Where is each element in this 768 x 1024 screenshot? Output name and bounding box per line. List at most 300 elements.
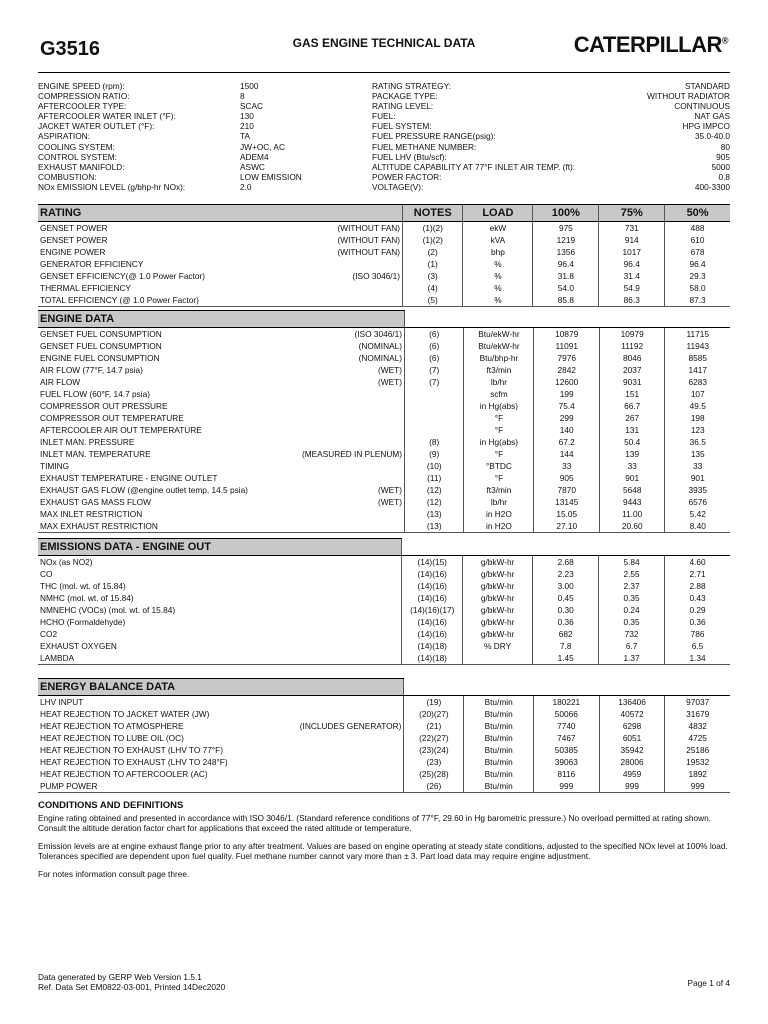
value-100: 144: [534, 448, 600, 460]
row-unit: [463, 652, 533, 665]
footer-reference: Ref. Data Set EM0822-03-001, Printed 14Dec2020: [38, 982, 226, 992]
spec-row: [38, 81, 358, 91]
table-row: [38, 768, 730, 780]
column-header-c50: [665, 539, 730, 556]
row-qualifier: (WET): [378, 496, 402, 507]
spec-label: ASPIRATION:: [38, 131, 90, 142]
section-header-row: [38, 539, 730, 556]
section-header-row: [38, 679, 730, 696]
value-75: 6.7: [599, 640, 665, 652]
row-qualifier: [292, 652, 402, 665]
row-qualifier: [292, 436, 404, 448]
value-100: 7467: [533, 732, 599, 744]
row-unit: %: [463, 282, 533, 294]
row-unit: lb/hr: [464, 376, 534, 388]
table-row: [38, 496, 730, 508]
section-title: ENGINE DATA: [38, 311, 405, 328]
section-title: ENERGY BALANCE DATA: [38, 679, 404, 696]
row-label: COMPRESSOR OUT PRESSURE: [40, 400, 168, 411]
row-label: AIR FLOW (77°F, 14.7 psia): [40, 364, 143, 375]
value-50: 97037: [665, 696, 730, 709]
row-qualifier: [292, 756, 404, 768]
value-50: 1417: [665, 364, 730, 376]
row-notes: [405, 400, 464, 412]
value-75: 5648: [599, 484, 665, 496]
spec-row: [38, 111, 358, 121]
value-75: 50.4: [599, 436, 665, 448]
row-qualifier: [292, 592, 402, 604]
row-qualifier: [292, 556, 402, 569]
row-label: GENSET FUEL CONSUMPTION: [40, 328, 162, 339]
conditions-paragraph-2: Emission levels are at engine exhaust flange prior to any after treatment. Values are based on engine operating at steady state conditions, adjusted to the specified NOx level at 100% load. Tolerances specified are dependent upon fuel quality. Fuel methane number cannot vary more than ± 3. Part load data may require engine adjustment.: [38, 841, 728, 861]
row-label: HEAT REJECTION TO EXHAUST (LHV TO 77°F): [40, 744, 223, 755]
spec-value: 0.8: [718, 171, 730, 182]
row-unit: g/bkW-hr: [463, 616, 533, 628]
spec-row: [38, 131, 358, 141]
row-label: AIR FLOW: [40, 376, 81, 387]
row-notes: (20)(27): [404, 708, 464, 720]
row-notes: (10): [405, 460, 464, 472]
row-qualifier: [292, 640, 402, 652]
row-qualifier: [292, 580, 402, 592]
spec-value: ASWC: [240, 161, 265, 172]
value-100: 1219: [533, 234, 599, 246]
value-50: 6.5: [665, 640, 730, 652]
table-row: [38, 472, 730, 484]
energy-balance-table: [38, 678, 730, 793]
row-qualifier: [292, 460, 404, 472]
section-title: EMISSIONS DATA - ENGINE OUT: [38, 539, 402, 556]
row-unit: Btu/min: [464, 768, 534, 780]
value-75: 6051: [599, 732, 665, 744]
table-row: [38, 520, 730, 533]
spec-label: JACKET WATER OUTLET (°F):: [38, 121, 155, 132]
value-75: 732: [599, 628, 665, 640]
value-100: 2842: [534, 364, 600, 376]
spec-row: [372, 91, 730, 101]
conditions-paragraph-1: Engine rating obtained and presented in accordance with ISO 3046/1. (Standard reference conditions of 77°F, 29.60 in Hg barometric pressure.) No overload permitted at rating shown. Consult the altitude deration factor chart for applications that exceed the rated altitude or temperature.: [38, 813, 711, 833]
spec-column-right: [372, 81, 730, 192]
value-50: 901: [665, 472, 730, 484]
table-row: [38, 744, 730, 756]
row-notes: (22)(27): [404, 732, 464, 744]
value-75: 151: [599, 388, 665, 400]
value-100: 682: [533, 628, 599, 640]
row-qualifier: (WITHOUT FAN): [337, 246, 400, 257]
spec-value: STANDARD: [684, 81, 730, 91]
value-100: 7.8: [533, 640, 599, 652]
row-notes: (8): [405, 436, 464, 448]
row-notes: (14)(16)(17): [402, 604, 463, 616]
row-qualifier: (WITHOUT FAN): [337, 222, 400, 233]
row-qualifier: [292, 508, 404, 520]
row-notes: [405, 388, 464, 400]
row-notes: (1): [403, 258, 463, 270]
spec-value: HPG IMPCO: [682, 121, 730, 132]
value-75: 20.60: [599, 520, 665, 533]
spec-label: EXHAUST MANIFOLD:: [38, 161, 125, 172]
row-notes: (14)(18): [402, 652, 463, 665]
value-75: 11.00: [599, 508, 665, 520]
row-unit: %: [463, 294, 533, 307]
spec-value: WITHOUT RADIATOR: [647, 91, 730, 102]
row-qualifier: (WET): [378, 484, 402, 495]
table-row: [38, 352, 730, 364]
row-label: GENERATOR EFFICIENCY: [40, 258, 144, 269]
row-unit: %: [463, 258, 533, 270]
value-100: 3.00: [533, 580, 599, 592]
spec-value: 35.0-40.0: [694, 131, 730, 142]
column-header-c100: [533, 539, 599, 556]
value-50: 999: [665, 780, 730, 793]
header-rule: [38, 72, 730, 73]
value-50: 36.5: [665, 436, 730, 448]
value-50: 1892: [665, 768, 730, 780]
row-notes: (9): [405, 448, 464, 460]
spec-row: [372, 81, 730, 91]
value-100: 905: [534, 472, 600, 484]
spec-row: [372, 131, 730, 141]
value-50: 0.43: [665, 592, 730, 604]
value-100: 299: [534, 412, 600, 424]
value-50: 5.42: [665, 508, 730, 520]
value-100: 199: [534, 388, 600, 400]
table-row: [38, 448, 730, 460]
value-50: 0.36: [665, 616, 730, 628]
row-notes: (1)(2): [403, 222, 463, 235]
row-notes: (14)(16): [402, 616, 463, 628]
column-header-notes: [405, 311, 464, 328]
value-75: 139: [599, 448, 665, 460]
column-header-notes: [402, 539, 463, 556]
row-notes: (2): [403, 246, 463, 258]
spec-label: FUEL PRESSURE RANGE(psig):: [372, 131, 496, 142]
row-notes: (1)(2): [403, 234, 463, 246]
row-qualifier: [292, 388, 404, 400]
value-50: 4725: [665, 732, 730, 744]
value-50: 786: [665, 628, 730, 640]
value-50: 8.40: [665, 520, 730, 533]
row-notes: [405, 424, 464, 436]
value-75: 136406: [599, 696, 665, 709]
row-notes: (13): [405, 520, 464, 533]
value-50: 87.3: [665, 294, 730, 307]
value-75: 40572: [599, 708, 665, 720]
row-label: GENSET EFFICIENCY(@ 1.0 Power Factor): [40, 270, 206, 281]
value-50: 11715: [665, 328, 730, 341]
row-unit: °F: [464, 472, 534, 484]
row-label: HEAT REJECTION TO AFTERCOOLER (AC): [40, 768, 208, 779]
row-unit: g/bkW-hr: [463, 556, 533, 569]
spec-label: AFTERCOOLER TYPE:: [38, 101, 127, 112]
row-unit: in Hg(abs): [464, 400, 534, 412]
row-unit: ft3/min: [464, 484, 534, 496]
row-notes: (11): [405, 472, 464, 484]
row-unit: Btu/min: [464, 720, 534, 732]
value-75: 31.4: [599, 270, 665, 282]
table-row: [38, 652, 730, 665]
row-notes: (13): [405, 508, 464, 520]
value-75: 8046: [599, 352, 665, 364]
conditions-section: [38, 801, 730, 887]
table-row: [38, 756, 730, 768]
spec-value: 400-3300: [694, 181, 730, 192]
value-100: 1356: [533, 246, 599, 258]
value-75: 35942: [599, 744, 665, 756]
spec-row: [38, 152, 358, 162]
value-100: 13145: [534, 496, 600, 508]
spec-label: RATING LEVEL:: [372, 101, 434, 112]
row-label: GENSET POWER: [40, 222, 108, 233]
value-75: 999: [599, 780, 665, 793]
value-50: 33: [665, 460, 730, 472]
row-qualifier: (NOMINAL): [358, 352, 402, 363]
row-qualifier: (WET): [378, 376, 402, 387]
row-notes: (19): [404, 696, 464, 709]
value-50: 19532: [665, 756, 730, 768]
row-notes: (21): [404, 720, 464, 732]
value-100: 39063: [533, 756, 599, 768]
spec-value: 8: [240, 91, 245, 102]
table-row: [38, 708, 730, 720]
value-75: 0.35: [599, 592, 665, 604]
value-50: 11943: [665, 340, 730, 352]
value-50: 678: [665, 246, 730, 258]
row-label: TOTAL EFFICIENCY (@ 1.0 Power Factor): [38, 294, 291, 307]
row-label: INLET MAN. TEMPERATURE: [40, 448, 151, 459]
row-notes: (14)(15): [402, 556, 463, 569]
value-100: 1.45: [533, 652, 599, 665]
column-header-c100: [533, 679, 599, 696]
row-label: EXHAUST TEMPERATURE - ENGINE OUTLET: [40, 472, 218, 483]
value-75: 0.35: [599, 616, 665, 628]
spec-label: POWER FACTOR:: [372, 171, 442, 182]
emissions-table: [38, 538, 730, 665]
row-notes: (14)(16): [402, 592, 463, 604]
value-100: 8116: [533, 768, 599, 780]
value-100: 0.30: [533, 604, 599, 616]
spec-row: [372, 142, 730, 152]
value-75: 1017: [599, 246, 665, 258]
row-qualifier: [292, 604, 402, 616]
row-notes: (6): [405, 352, 464, 364]
value-75: 6298: [599, 720, 665, 732]
row-notes: (12): [405, 496, 464, 508]
row-unit: kVA: [463, 234, 533, 246]
row-qualifier: (MEASURED IN PLENUM): [301, 448, 402, 459]
row-unit: in H2O: [464, 508, 534, 520]
value-75: 901: [599, 472, 665, 484]
footer-generator: Data generated by GERP Web Version 1.5.1: [38, 972, 202, 982]
section-title: RATING: [38, 205, 403, 222]
value-100: 96.4: [533, 258, 599, 270]
row-unit: ft3/min: [464, 364, 534, 376]
engine-data-table: [38, 310, 730, 533]
spec-label: COMBUSTION:: [38, 171, 97, 182]
row-label: HEAT REJECTION TO JACKET WATER (JW): [40, 708, 210, 719]
value-50: 4.60: [665, 556, 730, 569]
column-header-c75: 75%: [599, 205, 665, 222]
row-label: THERMAL EFFICIENCY: [40, 282, 131, 293]
row-qualifier: [292, 732, 404, 744]
table-row: [38, 294, 730, 307]
column-header-load: [464, 311, 534, 328]
row-label: FUEL FLOW (60°F, 14.7 psia): [40, 388, 150, 399]
table-row: [38, 424, 730, 436]
row-qualifier: [292, 424, 404, 436]
column-header-c75: [599, 311, 665, 328]
value-50: 0.29: [665, 604, 730, 616]
row-unit: Btu/ekW-hr: [464, 328, 534, 341]
spec-label: FUEL:: [372, 111, 396, 122]
row-notes: (5): [403, 294, 463, 307]
spec-value: 5000: [711, 161, 730, 172]
spec-label: FUEL SYSTEM:: [372, 121, 432, 132]
value-100: 10879: [534, 328, 600, 341]
row-label: ENGINE POWER: [40, 246, 106, 257]
row-label: PUMP POWER: [38, 780, 292, 793]
table-row: [38, 484, 730, 496]
row-qualifier: [291, 258, 402, 270]
table-row: [38, 270, 730, 282]
row-qualifier: [292, 568, 402, 580]
row-label: LHV INPUT: [40, 696, 84, 707]
table-row: [38, 234, 730, 246]
row-notes: (7): [405, 364, 464, 376]
page-number: Page 1 of 4: [687, 978, 730, 988]
row-qualifier: [292, 616, 402, 628]
row-unit: %: [463, 270, 533, 282]
column-header-c75: [599, 679, 665, 696]
row-label: COMPRESSOR OUT TEMPERATURE: [40, 412, 184, 423]
row-unit: ekW: [463, 222, 533, 235]
table-row: [38, 696, 730, 709]
row-unit: g/bkW-hr: [463, 592, 533, 604]
value-75: 9443: [599, 496, 665, 508]
spec-value: 905: [716, 151, 730, 162]
table-row: [38, 246, 730, 258]
row-label: AFTERCOOLER AIR OUT TEMPERATURE: [40, 424, 202, 435]
spec-label: FUEL METHANE NUMBER:: [372, 141, 477, 152]
value-75: 2.55: [599, 568, 665, 580]
value-75: 10979: [599, 328, 665, 341]
table-row: [38, 568, 730, 580]
value-50: 6576: [665, 496, 730, 508]
spec-label: RATING STRATEGY:: [372, 81, 451, 91]
value-75: 731: [599, 222, 665, 235]
value-100: 31.8: [533, 270, 599, 282]
value-75: 86.3: [599, 294, 665, 307]
spec-row: [372, 101, 730, 111]
table-row: [38, 732, 730, 744]
row-label: NMHC (mol. wt. of 15.84): [40, 592, 134, 603]
value-50: 31679: [665, 708, 730, 720]
row-label: TIMING: [40, 460, 70, 471]
value-75: 2037: [599, 364, 665, 376]
spec-label: ALTITUDE CAPABILITY AT 77°F INLET AIR TEMP. (ft):: [372, 161, 576, 172]
value-100: 27.10: [534, 520, 600, 533]
spec-value: SCAC: [240, 101, 264, 112]
spec-row: [372, 182, 730, 192]
table-row: [38, 436, 730, 448]
row-qualifier: (ISO 3046/1): [352, 270, 400, 281]
column-header-load: [463, 539, 533, 556]
row-unit: bhp: [463, 246, 533, 258]
value-75: 267: [599, 412, 665, 424]
row-label: GENSET POWER: [40, 234, 108, 245]
row-unit: in Hg(abs): [464, 436, 534, 448]
value-75: 9031: [599, 376, 665, 388]
value-100: 0.36: [533, 616, 599, 628]
value-100: 180221: [533, 696, 599, 709]
spec-value: 1500: [240, 81, 259, 91]
value-100: 2.23: [533, 568, 599, 580]
table-row: [38, 258, 730, 270]
spec-value: LOW EMISSION: [240, 171, 302, 182]
value-50: 2.71: [665, 568, 730, 580]
spec-row: [38, 172, 358, 182]
row-unit: g/bkW-hr: [463, 580, 533, 592]
value-75: 1.37: [599, 652, 665, 665]
table-row: [38, 616, 730, 628]
row-label: HEAT REJECTION TO ATMOSPHERE: [40, 720, 184, 731]
spec-value: TA: [240, 131, 250, 142]
spec-value: CONTINUOUS: [674, 101, 730, 112]
row-label: MAX EXHAUST RESTRICTION: [38, 520, 292, 533]
footer-info: [38, 972, 225, 992]
row-notes: [405, 412, 464, 424]
spec-row: [372, 152, 730, 162]
value-75: 11192: [599, 340, 665, 352]
row-qualifier: [292, 520, 404, 533]
value-75: 54.9: [599, 282, 665, 294]
row-label: ENGINE FUEL CONSUMPTION: [40, 352, 160, 363]
spec-value: 130: [240, 111, 254, 122]
section-header-row: [38, 205, 730, 222]
column-header-notes: NOTES: [403, 205, 463, 222]
table-row: [38, 328, 730, 341]
value-75: 914: [599, 234, 665, 246]
row-qualifier: [292, 628, 402, 640]
spec-label: COMPRESSION RATIO:: [38, 91, 130, 102]
spec-row: [38, 162, 358, 172]
row-notes: (14)(16): [402, 568, 463, 580]
row-label: NMNEHC (VOCs) (mol. wt. of 15.84): [40, 604, 176, 615]
value-100: 11091: [534, 340, 600, 352]
row-qualifier: (WITHOUT FAN): [337, 234, 400, 245]
value-100: 7870: [534, 484, 600, 496]
spec-row: [38, 91, 358, 101]
spec-label: CONTROL SYSTEM:: [38, 151, 117, 162]
table-row: [38, 628, 730, 640]
row-label: HCHO (Formaldehyde): [40, 616, 126, 627]
row-notes: (14)(18): [402, 640, 463, 652]
table-row: [38, 604, 730, 616]
spec-value: ADEM4: [240, 151, 269, 162]
spec-value: 210: [240, 121, 254, 132]
row-notes: (6): [405, 340, 464, 352]
engine-model: G3516: [40, 38, 101, 60]
document-header: [38, 32, 730, 64]
row-unit: Btu/min: [464, 708, 534, 720]
value-75: 4959: [599, 768, 665, 780]
spec-value: 2.0: [240, 181, 252, 192]
value-50: 96.4: [665, 258, 730, 270]
table-row: [38, 556, 730, 569]
table-row: [38, 640, 730, 652]
row-unit: scfm: [464, 388, 534, 400]
spec-row: [372, 162, 730, 172]
